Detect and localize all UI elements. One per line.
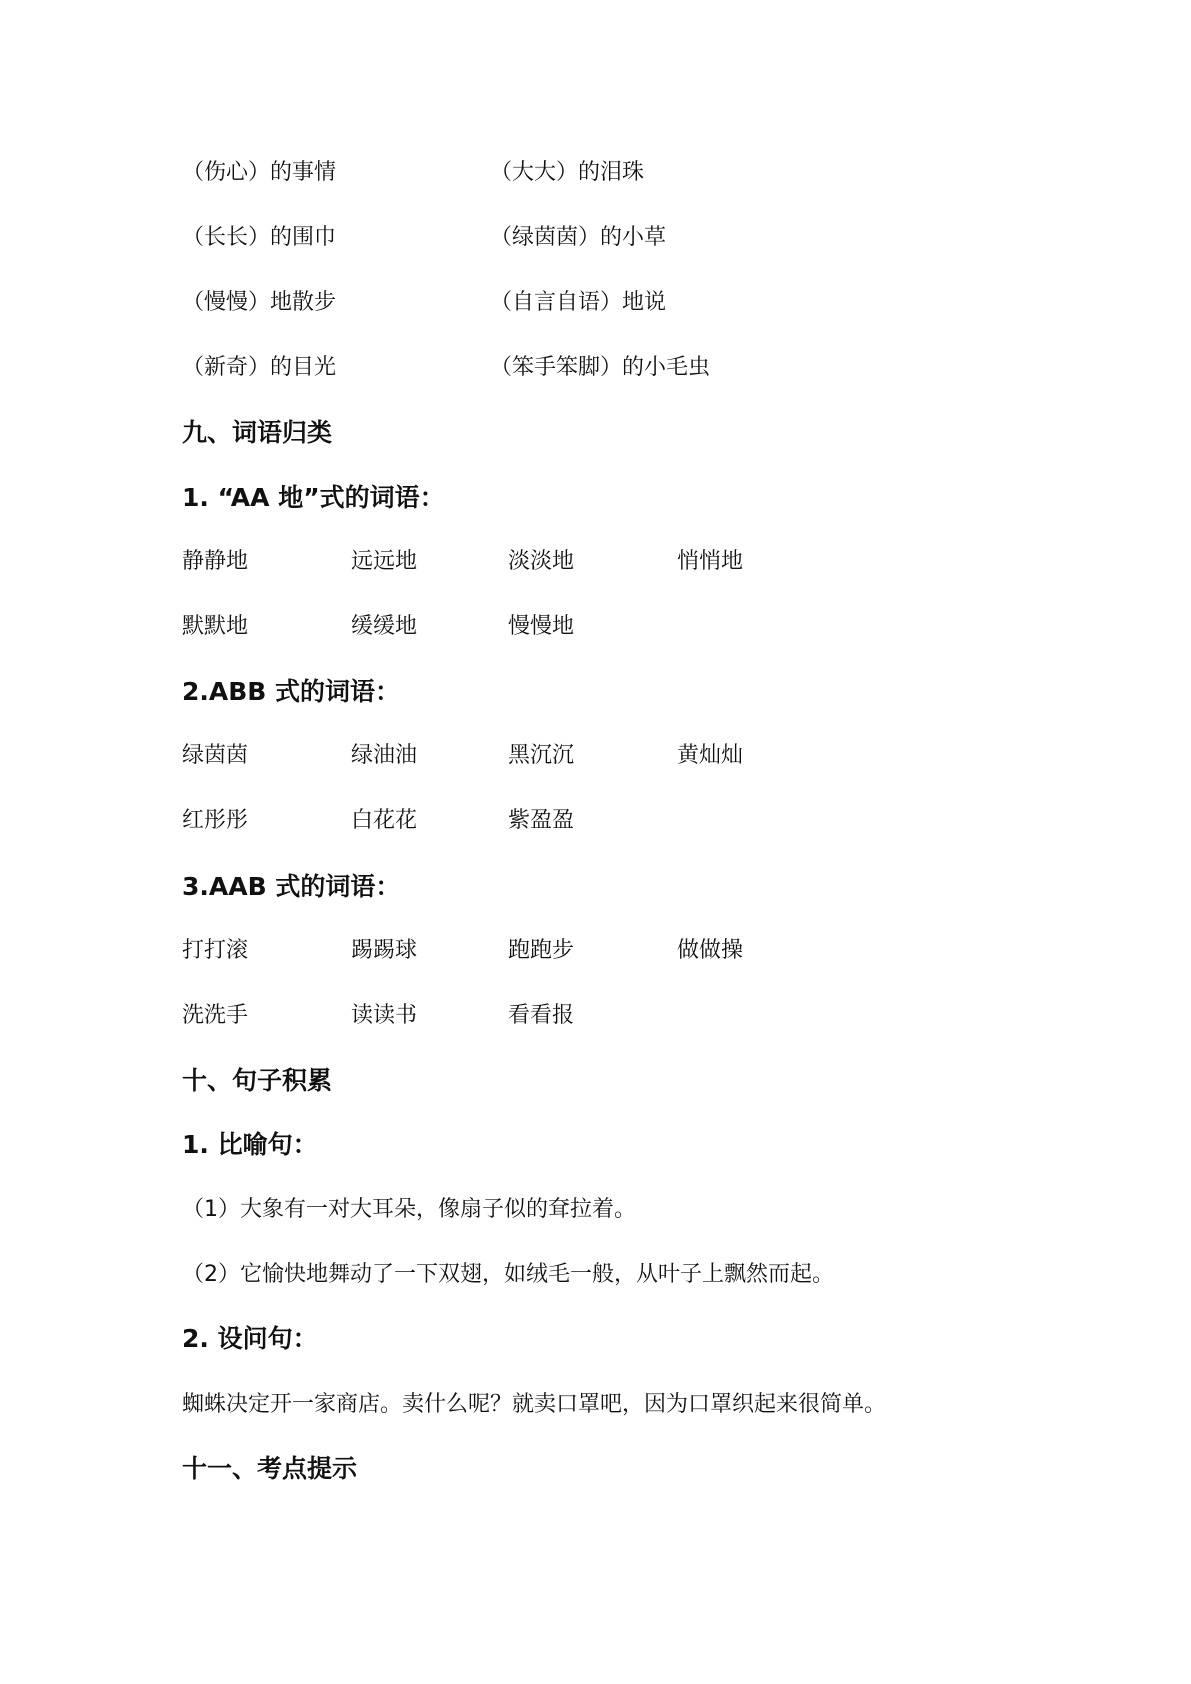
word: 默默地 xyxy=(182,614,249,639)
phrase-right: （自言自语）地说 xyxy=(490,290,667,315)
section-title-9: 九、词语归类 xyxy=(182,418,333,447)
word: 慢慢地 xyxy=(508,614,575,639)
word: 跑跑步 xyxy=(508,938,575,963)
metaphor-sentence: （2）它愉快地舞动了一下双翅，如绒毛一般，从叶子上飘然而起。 xyxy=(182,1262,834,1287)
phrase-right: （笨手笨脚）的小毛虫 xyxy=(490,355,711,380)
word: 悄悄地 xyxy=(677,549,744,574)
word: 绿油油 xyxy=(351,743,418,768)
word: 读读书 xyxy=(351,1003,418,1028)
word: 绿茵茵 xyxy=(182,743,249,768)
section-title-10: 十、句子积累 xyxy=(182,1066,333,1095)
word: 远远地 xyxy=(351,549,418,574)
word: 紫盈盈 xyxy=(508,808,575,833)
word: 打打滚 xyxy=(182,938,249,963)
word: 白花花 xyxy=(351,808,418,833)
word: 黄灿灿 xyxy=(677,743,744,768)
group-heading-aab: 3.AAB 式的词语： xyxy=(182,872,401,901)
word: 看看报 xyxy=(508,1003,575,1028)
metaphor-sentence: （1）大象有一对大耳朵，像扇子似的耷拉着。 xyxy=(182,1197,636,1222)
rhetorical-sentence: 蜘蛛决定开一家商店。卖什么呢？就卖口罩吧，因为口罩织起来很简单。 xyxy=(182,1392,887,1417)
word: 洗洗手 xyxy=(182,1003,249,1028)
phrase-left: （慢慢）地散步 xyxy=(182,290,337,315)
phrase-left: （长长）的围巾 xyxy=(182,225,337,250)
group-heading-aa: 1. “AA 地”式的词语： xyxy=(182,483,445,512)
word: 黑沉沉 xyxy=(508,743,575,768)
word: 缓缓地 xyxy=(351,614,418,639)
phrase-left: （新奇）的目光 xyxy=(182,355,337,380)
group-heading-abb: 2.ABB 式的词语： xyxy=(182,677,401,706)
phrase-left: （伤心）的事情 xyxy=(182,160,337,185)
section-title-11: 十一、考点提示 xyxy=(182,1454,358,1483)
word: 踢踢球 xyxy=(351,938,418,963)
word: 淡淡地 xyxy=(508,549,575,574)
phrase-right: （绿茵茵）的小草 xyxy=(490,225,667,250)
word: 红彤彤 xyxy=(182,808,249,833)
phrase-right: （大大）的泪珠 xyxy=(490,160,645,185)
word: 静静地 xyxy=(182,549,249,574)
metaphor-heading: 1. 比喻句： xyxy=(182,1130,318,1159)
rhetorical-heading: 2. 设问句： xyxy=(182,1324,318,1353)
word: 做做操 xyxy=(677,938,744,963)
